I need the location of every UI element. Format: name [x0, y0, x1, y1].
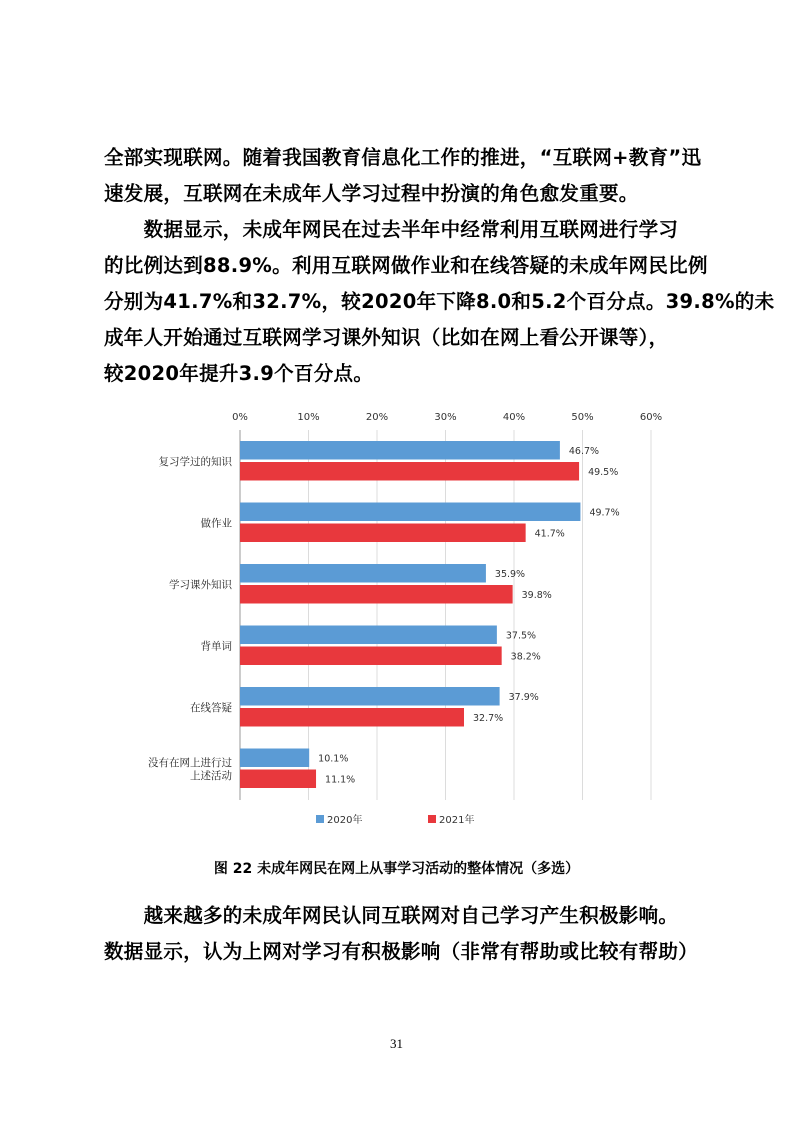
x-tick-label: 0% [232, 412, 248, 423]
bar-2021 [240, 708, 464, 727]
category-label: 做作业 [200, 517, 232, 530]
category-label: 复习学过的知识 [158, 455, 232, 468]
bar-2021 [240, 462, 579, 481]
bar-2020 [240, 564, 486, 583]
paragraph-line: 分别为41.7%和32.7%，较2020年下降8.0和5.2个百分点。39.8%的未 [104, 290, 775, 313]
data-label: 49.5% [588, 466, 619, 478]
legend-label: 2020年 [327, 815, 363, 826]
category-label: 在线答疑 [190, 701, 232, 714]
data-label: 41.7% [534, 528, 565, 540]
legend-swatch [316, 815, 324, 823]
paragraph-line: 越来越多的未成年网民认同互联网对自己学习产生积极影响。 [104, 904, 679, 927]
bar-2021 [240, 585, 513, 604]
x-tick-label: 20% [365, 412, 389, 423]
data-label: 11.1% [325, 774, 356, 786]
bar-2020 [240, 503, 580, 522]
data-label: 49.7% [589, 507, 620, 519]
paragraph-line: 数据显示，未成年网民在过去半年中经常利用互联网进行学习 [104, 218, 679, 241]
figure-caption: 图 22 未成年网民在网上从事学习活动的整体情况（多选） [213, 861, 580, 877]
bar-2020 [240, 749, 309, 768]
paragraph-line: 的比例达到88.9%。利用互联网做作业和在线答疑的未成年网民比例 [104, 254, 708, 277]
legend-swatch [428, 815, 436, 823]
data-label: 35.9% [494, 568, 526, 580]
data-label: 38.2% [510, 651, 541, 663]
bar-2021 [240, 770, 316, 789]
x-tick-label: 60% [639, 412, 663, 423]
category-label: 没有在网上进行过 [148, 756, 232, 769]
bar-chart [120, 405, 680, 835]
paragraph-line: 成年人开始通过互联网学习课外知识（比如在网上看公开课等）， [104, 326, 669, 349]
data-label: 10.1% [318, 753, 349, 765]
paragraph-line: 数据显示，认为上网对学习有积极影响（非常有帮助或比较有帮助） [104, 940, 699, 963]
legend-label: 2021年 [439, 815, 475, 826]
data-label: 46.7% [568, 445, 600, 457]
category-label: 上述活动 [190, 769, 232, 782]
paragraph-line: 全部实现联网。随着我国教育信息化工作的推进，“互联网+教育”迅 [104, 146, 702, 169]
bar-2021 [240, 647, 502, 666]
x-tick-label: 50% [571, 412, 594, 423]
bar-2020 [240, 441, 560, 460]
x-tick-label: 10% [297, 412, 320, 423]
category-label: 背单词 [200, 640, 232, 653]
data-label: 37.9% [508, 691, 539, 703]
data-label: 37.5% [505, 630, 537, 642]
bar-2021 [240, 524, 526, 543]
data-label: 32.7% [472, 712, 504, 724]
data-label: 39.8% [521, 589, 552, 601]
category-label: 学习课外知识 [169, 578, 232, 591]
body-text-top [104, 140, 775, 392]
paragraph-line: 速发展，互联网在未成年人学习过程中扮演的角色愈发重要。 [104, 182, 639, 205]
bar-2020 [240, 687, 500, 706]
x-tick-label: 40% [502, 412, 526, 423]
paragraph-line: 较2020年提升3.9个百分点。 [104, 362, 374, 385]
page-number: 31 [390, 1036, 403, 1051]
x-tick-label: 30% [434, 412, 457, 423]
body-text-bottom [104, 898, 704, 970]
bar-2020 [240, 626, 497, 645]
